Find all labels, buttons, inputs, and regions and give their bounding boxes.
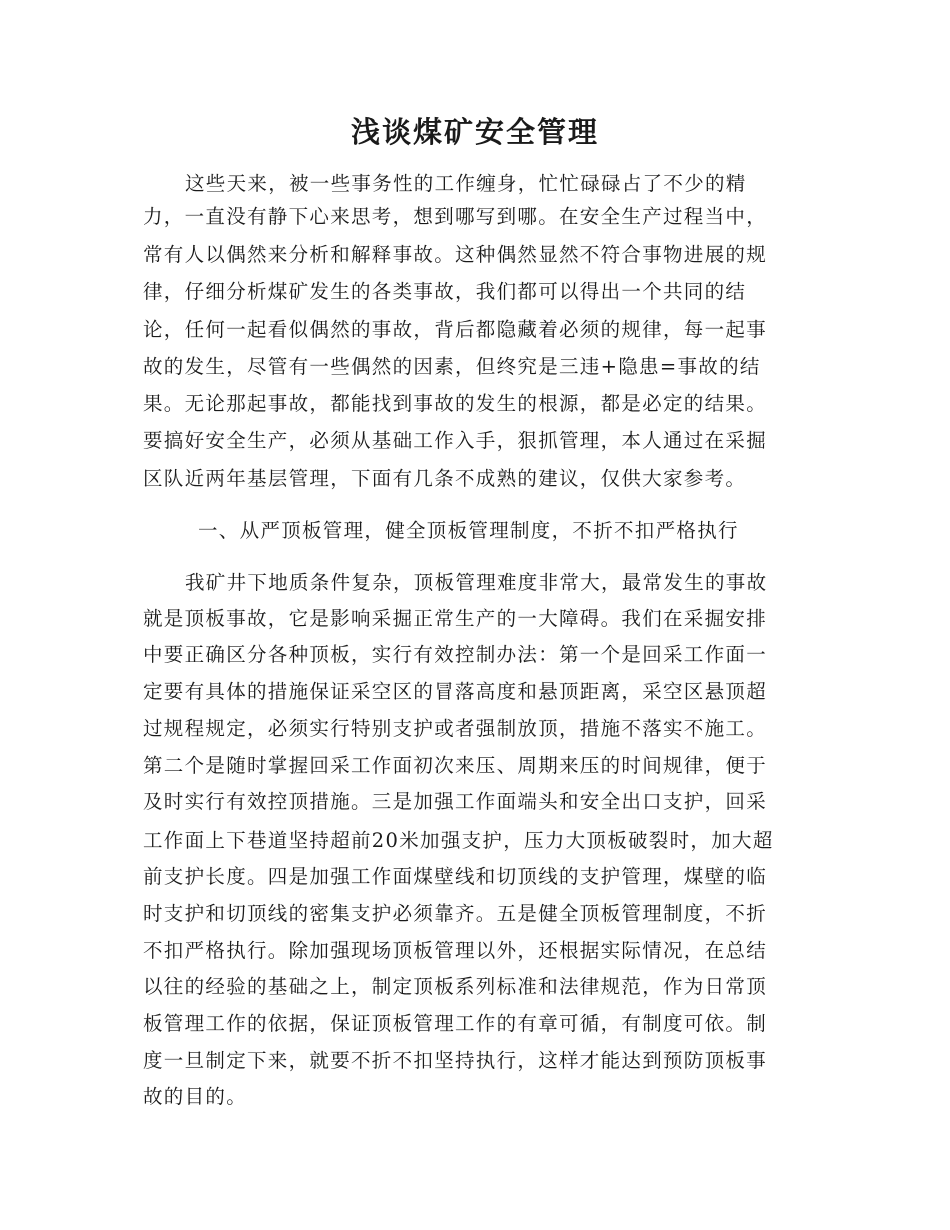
intro-line: 律，仔细分析煤矿发生的各类事故，我们都可以得出一个共同的结 [143, 280, 747, 303]
body-line: 中要正确区分各种顶板，实行有效控制办法：第一个是回采工作面一 [143, 643, 768, 666]
intro-line: 这些天来，被一些事务性的工作缠身，忙忙碌碌占了不少的精 [185, 172, 747, 195]
intro-line: 力，一直没有静下心来思考，想到哪写到哪。在安全生产过程当中， [143, 205, 768, 228]
body-line: 过规程规定，必须实行特别支护或者强制放顶，措施不落实不施工。 [143, 717, 768, 740]
intro-line: 论，任何一起看似偶然的事故，背后都隐藏着必须的规律，每一起事 [143, 318, 768, 341]
body-line: 故的目的。 [143, 1085, 248, 1108]
body-line: 第二个是随时掌握回采工作面初次来压、周期来压的时间规律，便于 [143, 754, 768, 777]
body-line: 度一旦制定下来，就要不折不扣坚持执行，这样才能达到预防顶板事 [143, 1049, 768, 1072]
body-line: 我矿井下地质条件复杂，顶板管理难度非常大，最常发生的事故 [185, 571, 768, 594]
body-line: 时支护和切顶线的密集支护必须靠齐。五是健全顶板管理制度，不折 [143, 902, 768, 925]
body-line: 定要有具体的措施保证采空区的冒落高度和悬顶距离，采空区悬顶超 [143, 680, 768, 703]
body-line: 工作面上下巷道坚持超前20米加强支护，压力大顶板破裂时，加大超 [143, 829, 774, 852]
intro-line: 要搞好安全生产，必须从基础工作入手，狠抓管理，本人通过在采掘 [143, 429, 768, 452]
intro-line: 常有人以偶然来分析和解释事故。这种偶然显然不符合事物进展的规 [143, 243, 768, 266]
intro-line: 故的发生，尽管有一些偶然的因素，但终究是三违+隐患=事故的结 [143, 355, 761, 378]
body-line: 及时实行有效控顶措施。三是加强工作面端头和安全出口支护，回采 [143, 790, 768, 813]
document-title: 浅谈煤矿安全管理 [350, 115, 599, 149]
body-line: 就是顶板事故，它是影响采掘正常生产的一大障碍。我们在采掘安排 [143, 607, 768, 630]
body-line: 以往的经验的基础之上，制定顶板系列标准和法律规范，作为日常顶 [143, 975, 768, 998]
section-heading: 一、从严顶板管理，健全顶板管理制度，不折不扣严格执行 [198, 519, 739, 542]
body-line: 板管理工作的依据，保证顶板管理工作的有章可循，有制度可依。制 [143, 1012, 768, 1035]
intro-line: 区队近两年基层管理，下面有几条不成熟的建议，仅供大家参考。 [143, 467, 747, 490]
intro-line: 果。无论那起事故，都能找到事故的发生的根源，都是必定的结果。 [143, 392, 768, 415]
body-line: 前支护长度。四是加强工作面煤壁线和切顶线的支护管理，煤壁的临 [143, 865, 768, 888]
body-line: 不扣严格执行。除加强现场顶板管理以外，还根据实际情况，在总结 [143, 939, 768, 962]
